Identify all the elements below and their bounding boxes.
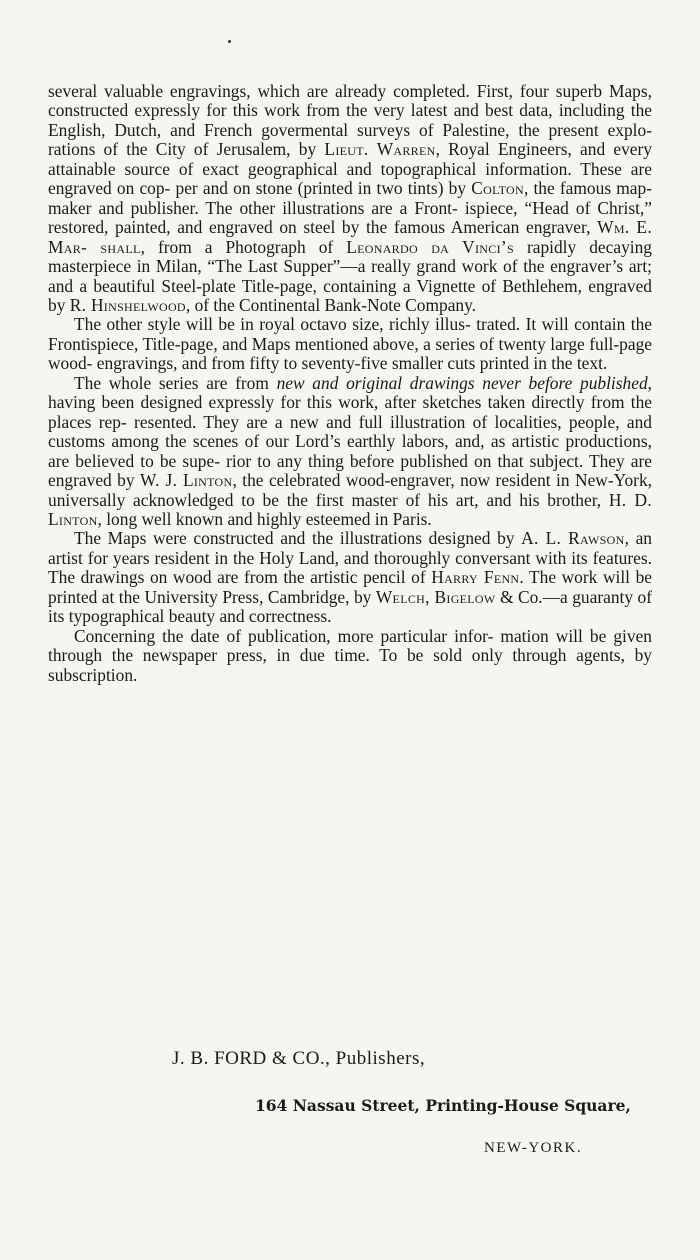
publisher-name: J. B. FORD & CO., Publishers, (172, 1048, 426, 1069)
publisher-city: NEW-YORK. (484, 1140, 583, 1156)
body-text (48, 82, 652, 685)
emphasis-text: new and original drawings never before published (276, 372, 648, 393)
name-warren: Lieut. Warren (324, 139, 436, 160)
text-run: The whole series are from (74, 372, 277, 393)
name-colton: Colton (471, 178, 524, 199)
name-welch-bigelow: Welch, Bigelow (375, 586, 496, 607)
text-run: , long well known and highly esteemed in Paris. (97, 508, 432, 529)
text-run: , having been designed expressly for this work, after sketches taken directly from the places rep- resented. They are a new and full illustration of localities, people, and customs among the scenes of our Lord’s earthly labors, and, as artistic productions, are believed to be supe- rior to any thing before published on that subject. They are engraved by (48, 372, 653, 491)
name-w-j-linton: W. J. Linton (140, 470, 233, 491)
text-run: several valuable engravings, which are already completed. First, four superb Maps, constructed expressly for this work from the very latest and best data, including the English, Dutch, and French govermental surveys of Palestine, the present explo- rations of the City of Jerusalem, by (48, 81, 652, 160)
name-h-d-linton: H. D. Linton (48, 489, 652, 529)
name-marshall: Wm. E. Mar- shall (48, 217, 652, 257)
text-run: . The work will be printed at the University Press, Cambridge, by (48, 567, 652, 607)
paragraph-publication: Concerning the date of publication, more particular infor- mation will be given through the newspaper press, in due time. To be sold only through agents, by subscription. (48, 625, 652, 685)
name-fenn: Harry Fenn (431, 567, 520, 588)
paragraph-engravings (48, 82, 652, 315)
paragraph-maps (48, 529, 652, 626)
text-run: , Royal Engineers, and every attainable source of exact geographical and topographical information. These are engraved on cop- per and on stone (printed in two tints) by (48, 139, 653, 199)
publisher-address: 164 Nassau Street, Printing-House Square, (255, 1096, 631, 1115)
text-run: , an artist for years resident in the Holy Land, and thoroughly conversant with its features. The drawings on wood are from the artistic pencil of (48, 528, 652, 588)
text-run: , from a Photograph of (140, 236, 347, 257)
name-da-vinci: Leonardo da Vinci’s (346, 236, 514, 257)
paragraph-octavo: The other style will be in royal octavo size, richly illus- trated. It will contain the Frontispiece, Title-page, and Maps mentioned above, a series of twenty large full-page wood- engravings, and from fifty to seventy-five smaller cuts printed in the text. (48, 314, 652, 374)
text-run: & Co.—a guaranty of its typographical beauty and correctness. (48, 586, 653, 627)
name-hinshelwood: R. Hinshelwood (69, 294, 186, 315)
ink-dot (228, 40, 231, 43)
text-run: , the celebrated wood-engraver, now resident in New-York, universally acknowledged to be the first master of his art, and his brother, (48, 470, 652, 510)
text-run: The Maps were constructed and the illustrations designed by (74, 528, 522, 549)
text-run: , the famous map-maker and publisher. The other illustrations are a Front- ispiece, “Head of Christ,” restored, painted, and engraved on steel by the famous American engraver, (48, 178, 652, 238)
paragraph-drawings (48, 374, 652, 530)
name-rawson: A. L. Rawson (521, 528, 625, 549)
text-run: , of the Continental Bank-Note Company. (185, 294, 477, 315)
text-run: rapidly decaying masterpiece in Milan, “The Last Supper”—a really grand work of the engraver’s art; and a beautiful Steel-plate Title-page, containing a Vignette of Bethlehem, engraved by (48, 236, 652, 315)
